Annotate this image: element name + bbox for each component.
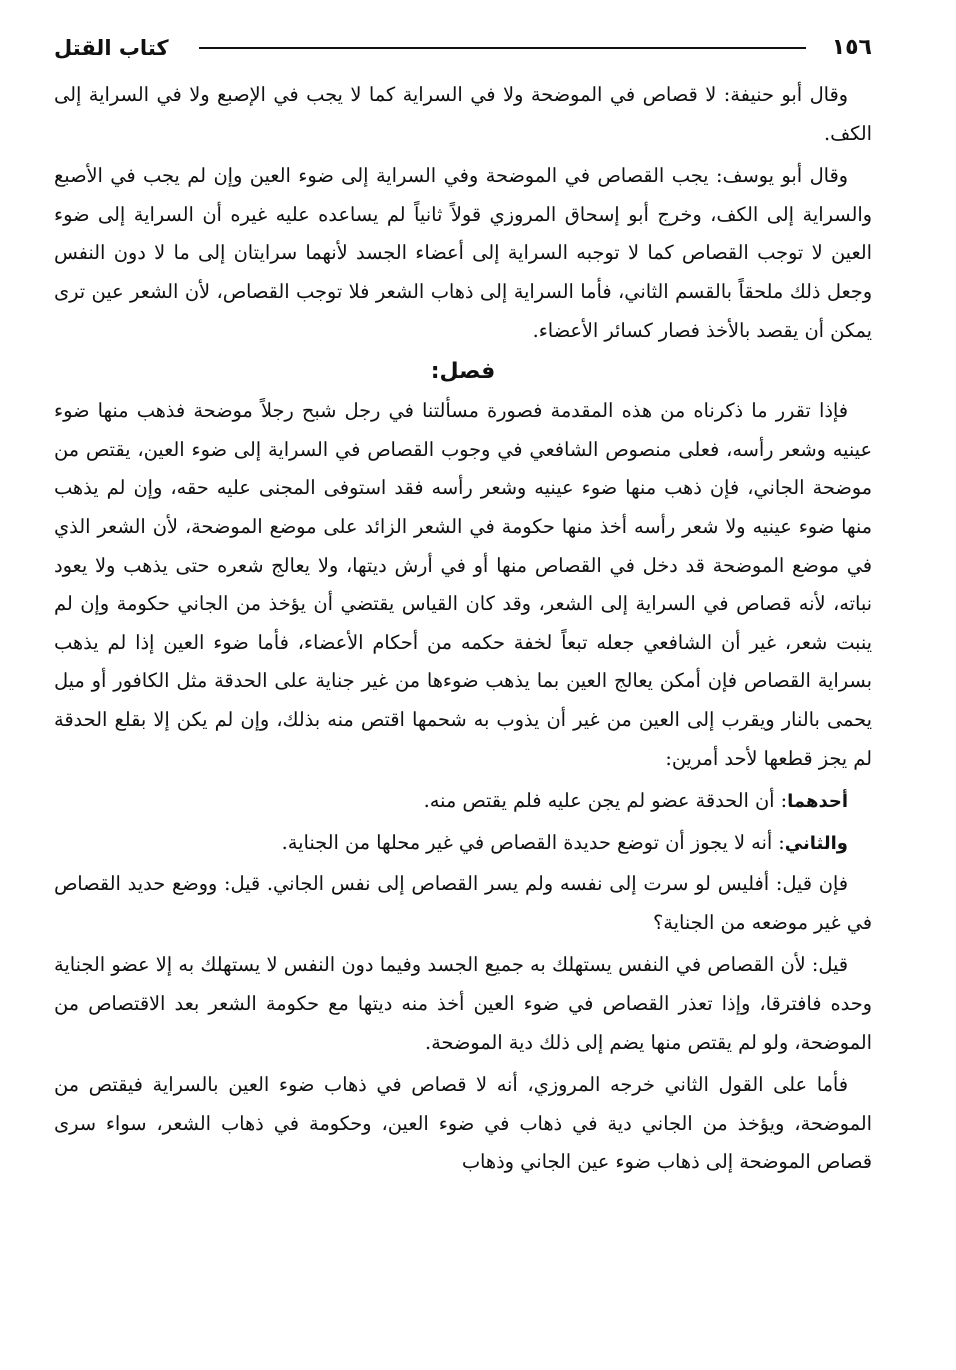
paragraph-objection: فإن قيل: أفليس لو سرت إلى نفسه ولم يسر القصاص إلى نفس الجاني. قيل: ووضع حديد القصاص في غير موضعه من الجناية؟ xyxy=(54,872,872,934)
paragraph-second-opinion: فأما على القول الثاني خرجه المروزي، أنه لا قصاص في ذهاب ضوء العين بالسراية فيقتص من الموضحة، ويؤخذ من الجاني دية في ذهاب في ضوء العين، وحكومة في ذهاب الشعر، سواء سرى قصاص الموضحة إلى ذهاب ضوء عين الجاني وذهاب xyxy=(54,1073,872,1174)
running-header xyxy=(54,28,872,68)
list-item-label: والثاني xyxy=(784,832,848,854)
book-title: كتاب القتل xyxy=(54,35,169,60)
list-item-second xyxy=(54,824,872,864)
list-item-label: أحدهما xyxy=(787,791,848,813)
paragraph-abu-yusuf: وقال أبو يوسف: يجب القصاص في الموضحة وفي السراية إلى ضوء العين وإن لم يجب في الأصبع والسراية إلى الكف، وخرج أبو إسحاق المروزي قولاً ثانياً لم يساعده عليه غيره أن السراية إلى ضوء العين لا توجب القصاص كما لا توجبه السراية إلى أعضاء الجسد لأنهما سرايتان إلى ما لا دون النفس وجعل ذلك ملحقاً بالقسم الثاني، فأما السراية إلى ذهاب الشعر فلا توجب القصاص، لأن الشعر عين ترى يمكن أن يقصد بالأخذ فصار كسائر الأعضاء. xyxy=(54,164,872,342)
section-heading: فصل: xyxy=(430,359,496,385)
paragraph-reply: قيل: لأن القصاص في النفس يستهلك به جميع الجسد وفيما دون النفس لا يستهلك به إلا عضو الجناية وحده فافترقا، وإذا تعذر القصاص في ضوء العين أخذ منه ديتها مع حكومة الشعر بعد الاقتصاص من الموضحة، ولو لم يقتص منها يضم إلى ذلك دية الموضحة. xyxy=(54,953,872,1054)
list-item-text: : أن الحدقة عضو لم يجن عليه فلم يقتص منه. xyxy=(423,789,788,813)
page-number: ١٥٦ xyxy=(831,35,872,60)
paragraph-main: فإذا تقرر ما ذكرناه من هذه المقدمة فصورة مسألتنا في رجل شبح رجلاً موضحة فذهب منها ضوء عينيه وشعر رأسه، فعلى منصوص الشافعي في وجوب القصاص في السراية إلى ضوء العين، يقتص من موضحة الجاني، فإن ذهب منها ضوء عينيه وشعر رأسه فقد استوفى المجنى عليه حقه، وإن لم يذهب منها ضوء عينيه ولا شعر رأسه أخذ منها حكومة في الشعر الزائد على موضع الموضحة، لأن الشعر الذي في موضع الموضحة قد دخل في القصاص منها أو في أرش ديتها، ولا يعالج شعره حتى يذهب ولا يعود نباته، لأنه قصاص في السراية إلى الشعر، وقد كان القياس يقتضي أن يؤخذ من الجاني حكومة وإن لم ينبت شعر، غير أن الشافعي جعله تبعاً لخفة حكمه من أحكام الأعضاء، فأما ضوء العين إذا لم يذهب بسراية القصاص فإن أمكن يعالج العين بما يذهب ضوءها من غير جناية على الحدقة مثل الكافور أو ميل يحمى بالنار ويقرب إلى العين من غير أن يذوب به شحمها اقتص منه بذلك، وإن لم يكن إلا بقلع الحدقة لم يجز قطعها لأحد أمرين: xyxy=(54,399,872,770)
list-item-text: : أنه لا يجوز أن توضع حديدة القصاص في غير محلها من الجناية. xyxy=(281,830,785,854)
paragraph-abu-hanifa: وقال أبو حنيفة: لا قصاص في الموضحة ولا في السراية كما لا يجب في الإصبع ولا في السراية إلى الكف. xyxy=(54,83,872,145)
text-body xyxy=(54,76,872,1182)
header-rule xyxy=(199,47,806,49)
list-item-first xyxy=(54,782,872,822)
